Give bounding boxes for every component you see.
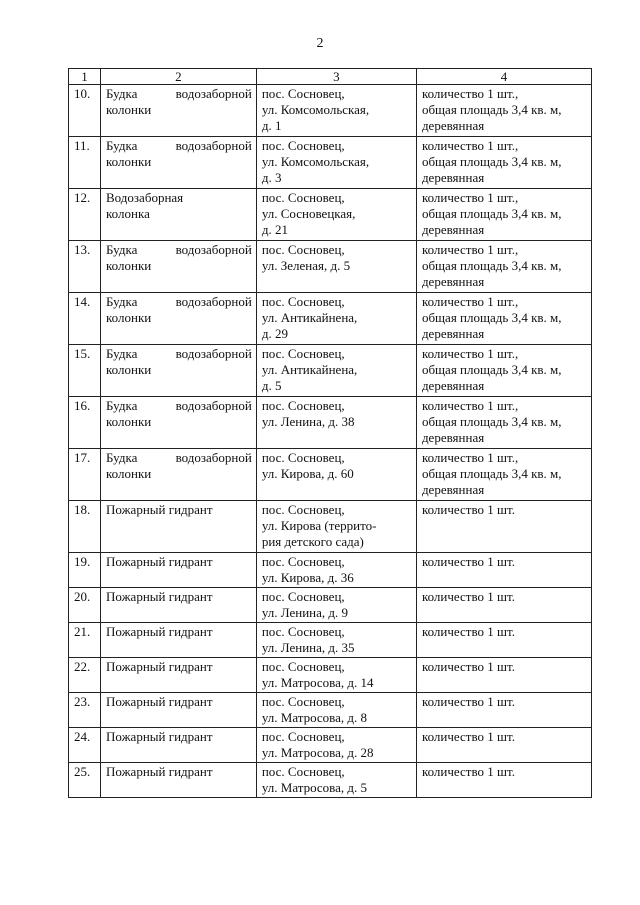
table-row [69,728,592,763]
object-address-line: ул. Антикайнена, [261,310,358,325]
object-name [101,137,257,189]
table-row [69,85,592,137]
object-name [101,693,257,728]
row-number: 15. [69,345,101,397]
page-number: 2 [316,36,324,51]
object-description-line: количество 1 шт., [421,138,519,153]
object-description-line: деревянная [421,222,485,237]
object-description-line: деревянная [421,118,485,133]
object-name-line: Будка водозаборной [106,242,252,257]
row-number: 12. [69,189,101,241]
object-address [256,241,416,293]
object-address [256,397,416,449]
table-row [69,137,592,189]
object-description-line: количество 1 шт., [421,450,519,465]
object-name-line: колонки [106,102,152,117]
table-row [69,241,592,293]
object-description [416,189,591,241]
object-address-line: пос. Сосновец, [261,554,345,569]
object-name-line: Будка водозаборной [106,346,252,361]
object-address-line: ул. Ленина, д. 38 [261,414,355,429]
object-address-line: ул. Матросова, д. 8 [261,710,368,725]
object-description [416,693,591,728]
object-name-line: Пожарный гидрант [106,502,213,517]
object-name-line: колонки [106,310,152,325]
object-address [256,588,416,623]
object-name-line: Будка водозаборной [106,138,252,153]
row-number: 13. [69,241,101,293]
row-number: 16. [69,397,101,449]
object-address [256,449,416,501]
object-address [256,728,416,763]
object-address [256,85,416,137]
object-address-line: ул. Ленина, д. 35 [261,640,355,655]
object-description-line: общая площадь 3,4 кв. м, [421,310,562,325]
object-name-line: колонки [106,414,152,429]
object-description-line: общая площадь 3,4 кв. м, [421,362,562,377]
object-name-line: колонка [106,206,150,221]
object-address-line: д. 3 [261,170,282,185]
object-address-line: ул. Матросова, д. 28 [261,745,374,760]
object-address-line: пос. Сосновец, [261,694,345,709]
object-address-line: д. 1 [261,118,282,133]
object-name-line: колонки [106,154,152,169]
header-col-2: 2 [101,69,257,85]
object-description-line: количество 1 шт. [421,729,515,744]
object-description-line: общая площадь 3,4 кв. м, [421,206,562,221]
table-row [69,588,592,623]
object-address-line: пос. Сосновец, [261,764,345,779]
table-row [69,189,592,241]
object-address-line: пос. Сосновец, [261,659,345,674]
object-address-line: рия детского сада) [261,534,364,549]
header-col-1: 1 [69,69,101,85]
object-address-line: ул. Кирова, д. 36 [261,570,354,585]
row-number: 23. [69,693,101,728]
object-address [256,623,416,658]
object-name [101,293,257,345]
object-description-line: количество 1 шт. [421,694,515,709]
object-name-line: Пожарный гидрант [106,694,213,709]
object-description-line: деревянная [421,326,485,341]
object-address-line: ул. Сосновецкая, [261,206,356,221]
object-address-line: пос. Сосновец, [261,589,345,604]
row-number: 22. [69,658,101,693]
row-number: 25. [69,763,101,798]
object-description [416,658,591,693]
object-address [256,693,416,728]
object-description-line: общая площадь 3,4 кв. м, [421,466,562,481]
row-number: 21. [69,623,101,658]
object-name [101,728,257,763]
object-description-line: деревянная [421,274,485,289]
object-description-line: общая площадь 3,4 кв. м, [421,154,562,169]
object-address-line: ул. Матросова, д. 14 [261,675,374,690]
object-address-line: ул. Кирова (террито- [261,518,377,533]
object-address-line: ул. Ленина, д. 9 [261,605,349,620]
object-description [416,588,591,623]
object-description-line: количество 1 шт. [421,659,515,674]
table-row [69,553,592,588]
object-name [101,501,257,553]
object-description [416,728,591,763]
object-name [101,658,257,693]
object-description-line: деревянная [421,378,485,393]
object-address-line: пос. Сосновец, [261,138,345,153]
object-description-line: деревянная [421,170,485,185]
table-row [69,693,592,728]
object-description [416,293,591,345]
object-name [101,449,257,501]
object-description [416,241,591,293]
object-name-line: Водозаборная [106,190,184,205]
object-address [256,345,416,397]
row-number: 14. [69,293,101,345]
object-description [416,345,591,397]
object-name-line: Будка водозаборной [106,86,252,101]
object-name-line: Пожарный гидрант [106,554,213,569]
object-description [416,449,591,501]
object-address-line: пос. Сосновец, [261,190,345,205]
object-name [101,623,257,658]
object-description-line: деревянная [421,430,485,445]
object-name-line: Пожарный гидрант [106,764,213,779]
object-address-line: пос. Сосновец, [261,242,345,257]
object-description-line: количество 1 шт. [421,502,515,517]
table-row [69,345,592,397]
table-row [69,501,592,553]
object-name-line: Будка водозаборной [106,294,252,309]
row-number: 19. [69,553,101,588]
row-number: 18. [69,501,101,553]
object-address [256,137,416,189]
object-description-line: количество 1 шт., [421,294,519,309]
row-number: 11. [69,137,101,189]
table-row [69,658,592,693]
object-address [256,658,416,693]
object-name-line: Пожарный гидрант [106,624,213,639]
object-description [416,501,591,553]
object-address [256,501,416,553]
object-name [101,345,257,397]
object-name-line: Пожарный гидрант [106,659,213,674]
object-description-line: количество 1 шт. [421,764,515,779]
object-description [416,137,591,189]
object-name [101,553,257,588]
object-name-line: Будка водозаборной [106,450,252,465]
object-description-line: количество 1 шт. [421,554,515,569]
object-address-line: пос. Сосновец, [261,624,345,639]
object-name-line: Пожарный гидрант [106,729,213,744]
row-number: 17. [69,449,101,501]
object-address-line: ул. Комсомольская, [261,154,370,169]
object-address-line: пос. Сосновец, [261,398,345,413]
object-address-line: пос. Сосновец, [261,86,345,101]
object-address-line: пос. Сосновец, [261,502,345,517]
object-address-line: ул. Зеленая, д. 5 [261,258,351,273]
object-name-line: колонки [106,466,152,481]
object-name [101,85,257,137]
object-name [101,588,257,623]
object-address-line: ул. Кирова, д. 60 [261,466,354,481]
object-address-line: д. 21 [261,222,288,237]
row-number: 20. [69,588,101,623]
object-description-line: количество 1 шт., [421,86,519,101]
header-col-3: 3 [256,69,416,85]
table-row [69,763,592,798]
object-address-line: д. 29 [261,326,288,341]
object-address-line: ул. Антикайнена, [261,362,358,377]
object-description-line: количество 1 шт., [421,190,519,205]
object-name-line: колонки [106,258,152,273]
object-description-line: количество 1 шт., [421,398,519,413]
object-description-line: общая площадь 3,4 кв. м, [421,414,562,429]
object-name-line: Пожарный гидрант [106,589,213,604]
table-row [69,293,592,345]
object-name-line: Будка водозаборной [106,398,252,413]
object-name [101,763,257,798]
object-description-line: количество 1 шт. [421,589,515,604]
object-description [416,763,591,798]
object-address-line: ул. Матросова, д. 5 [261,780,368,795]
object-address [256,553,416,588]
object-description-line: общая площадь 3,4 кв. м, [421,102,562,117]
object-description [416,553,591,588]
object-address-line: пос. Сосновец, [261,450,345,465]
object-description-line: общая площадь 3,4 кв. м, [421,258,562,273]
object-description-line: количество 1 шт., [421,242,519,257]
object-address [256,189,416,241]
object-name-line: колонки [106,362,152,377]
object-name [101,189,257,241]
object-address-line: пос. Сосновец, [261,294,345,309]
header-col-4: 4 [416,69,591,85]
object-name [101,241,257,293]
object-description-line: количество 1 шт., [421,346,519,361]
object-name [101,397,257,449]
row-number: 24. [69,728,101,763]
table-row [69,449,592,501]
object-description-line: деревянная [421,482,485,497]
object-address-line: ул. Комсомольская, [261,102,370,117]
row-number: 10. [69,85,101,137]
object-address-line: пос. Сосновец, [261,346,345,361]
object-address-line: д. 5 [261,378,282,393]
object-address [256,763,416,798]
object-description [416,397,591,449]
object-description [416,623,591,658]
table-row [69,623,592,658]
object-description-line: количество 1 шт. [421,624,515,639]
property-table [68,68,592,798]
object-address-line: пос. Сосновец, [261,729,345,744]
header-row [69,69,592,85]
object-address [256,293,416,345]
object-description [416,85,591,137]
table-row [69,397,592,449]
